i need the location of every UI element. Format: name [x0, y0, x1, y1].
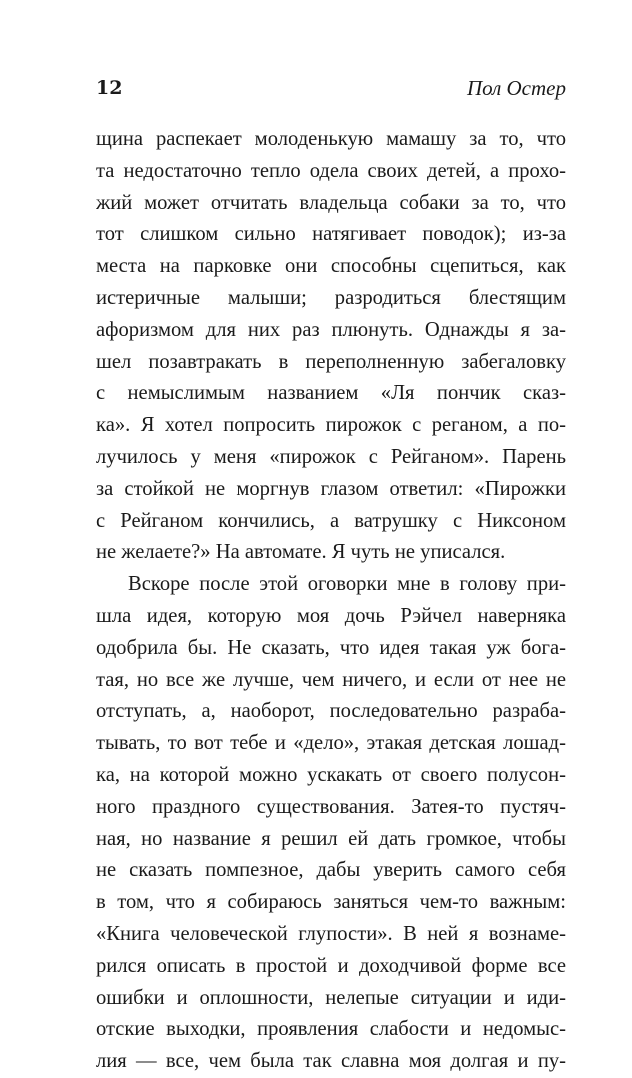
text-line: ошибки и оплошности, нелепые ситуации и иди-	[96, 986, 566, 1009]
text-line: отские выходки, проявления слабости и недомыс-	[96, 1018, 566, 1041]
paragraph	[96, 569, 566, 1078]
body-text	[96, 124, 566, 1078]
text-line: лия — все, чем была так славна моя долгая и пу-	[96, 1050, 566, 1073]
text-line: шел позавтракать в переполненную забегаловку	[96, 350, 566, 373]
text-line: за стойкой не моргнув глазом ответил: «Пирожки	[96, 477, 566, 500]
text-line: афоризмом для них раз плюнуть. Однажды я за-	[96, 318, 566, 341]
text-line: отступать, а, наоборот, последовательно разраба-	[96, 700, 566, 723]
text-line: жий может отчитать владельца собаки за то, что	[96, 191, 566, 214]
text-line: тая, но все же лучше, чем ничего, и если от нее не	[96, 668, 566, 691]
text-line: тывать, то вот тебе и «дело», этакая детская лошад-	[96, 732, 566, 755]
text-line: не желаете?» На автомате. Я чуть не уписался.	[96, 541, 506, 564]
text-line: Вскоре после этой оговорки мне в голову при-	[128, 573, 566, 596]
text-line: рился описать в простой и доходчивой форме все	[96, 954, 566, 977]
text-line: с немыслимым названием «Ля пончик сказ-	[96, 382, 566, 405]
page-number: 12	[96, 77, 123, 99]
text-line: ная, но название я решил ей дать громкое, чтобы	[96, 827, 566, 850]
text-line: в том, что я собираюсь заняться чем-то важным:	[96, 891, 566, 914]
text-line: не сказать помпезное, дабы уверить самого себя	[96, 859, 566, 882]
text-line: ного праздного существования. Затея-то пустяч-	[96, 795, 566, 818]
text-line: ка». Я хотел попросить пирожок с реганом, а по-	[96, 414, 566, 437]
book-page	[96, 74, 566, 1078]
text-line: ка, на которой можно ускакать от своего полусон-	[96, 763, 566, 786]
text-line: тот слишком сильно натягивает поводок); из-за	[96, 223, 566, 246]
text-line: щина распекает молоденькую мамашу за то, что	[96, 128, 566, 150]
text-line: «Книга человеческой глупости». В ней я вознаме-	[96, 922, 566, 945]
text-line: истеричные малыши; разродиться блестящим	[96, 286, 566, 309]
text-line: шла идея, которую моя дочь Рэйчел наверняка	[96, 604, 566, 627]
text-line: одобрила бы. Не сказать, что идея такая уж бога-	[96, 636, 566, 659]
text-line: места на парковке они способны сцепиться, как	[96, 255, 566, 278]
paragraph	[96, 124, 566, 569]
text-line: лучилось у меня «пирожок с Рейганом». Парень	[96, 445, 566, 468]
text-line: с Рейганом кончились, а ватрушку с Никсоном	[96, 509, 566, 532]
text-line: та недостаточно тепло одела своих детей, а прохо-	[96, 159, 566, 182]
page-header	[96, 74, 566, 108]
running-head-author: Пол Остер	[466, 76, 566, 100]
